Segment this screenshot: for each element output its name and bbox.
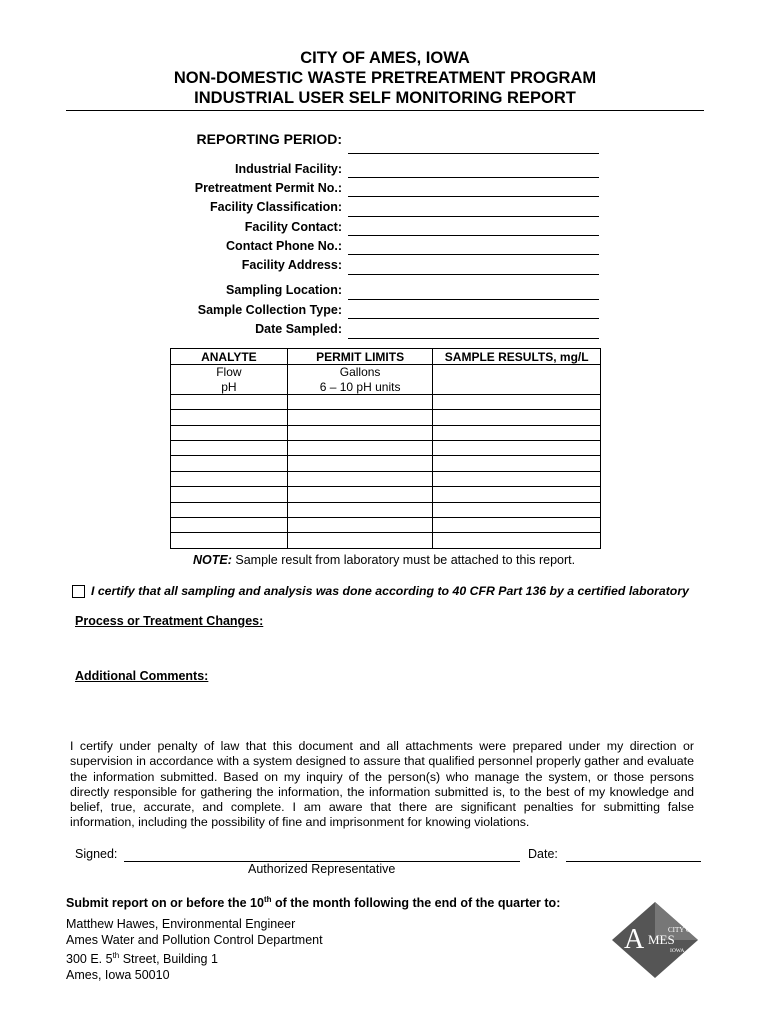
address-line-3-end: Street, Building 1 [119,952,218,967]
table-cell-input[interactable] [287,425,433,440]
table-cell-input[interactable] [171,533,288,548]
table-cell-input[interactable] [433,533,601,548]
table-cell-input[interactable] [287,440,433,455]
address-line-4: Ames, Iowa 50010 [66,967,170,982]
logo-a-text: A [624,924,645,955]
table-cell-input[interactable] [171,410,288,425]
contact-phone-label: Contact Phone No.: [226,239,342,253]
certification-statement: I certify under penalty of law that this document and all attachments were prepared under my direction or supervision in accordance with a system designed to assure that qualified personnel properly gather and evaluate the information submitted. Based on my inquiry of the person(s) who manage the system, or those persons directly responsible for gathering the information, the information submitted is, to the best of my knowledge and belief, true, accurate, and complete. I am aware that there are significant penalties for submitting false information, including the possibility of fine and imprisonment for knowing violations. [70,739,694,830]
industrial-facility-label: Industrial Facility: [235,162,342,176]
facility-classification-field[interactable] [348,216,599,217]
table-cell-input[interactable] [171,517,288,532]
table-cell-input[interactable] [433,394,601,409]
table-cell: 6 – 10 pH units [287,379,433,394]
note-text: Sample result from laboratory must be attached to this report. [231,553,576,567]
facility-contact-label: Facility Contact: [244,220,342,234]
table-cell-input[interactable] [287,394,433,409]
header-city: CITY OF AMES, IOWA [300,49,470,67]
facility-address-field[interactable] [348,274,599,275]
authorized-representative-label: Authorized Representative [248,862,396,876]
facility-address-label: Facility Address: [241,258,342,272]
date-field[interactable] [566,861,701,862]
sampling-location-field[interactable] [348,299,599,300]
table-cell-input[interactable] [433,487,601,502]
facility-contact-field[interactable] [348,235,599,236]
table-cell: Flow [171,365,288,380]
table-cell-input[interactable] [287,410,433,425]
reporting-period-field[interactable] [348,153,599,154]
sampling-location-label: Sampling Location: [226,283,342,297]
column-header-sample-results: SAMPLE RESULTS, mg/L [433,349,601,365]
logo-city-of-text: CITY OF [668,926,695,934]
date-sampled-label: Date Sampled: [255,322,342,336]
logo-mes-text: MES [648,932,675,947]
table-cell-input[interactable] [287,487,433,502]
column-header-permit-limits: PERMIT LIMITS [287,349,433,365]
date-sampled-field[interactable] [348,338,599,339]
submit-text-superscript: th [263,895,272,904]
table-cell-input[interactable] [433,410,601,425]
table-cell-input[interactable] [433,456,601,471]
date-label: Date: [528,847,558,861]
reporting-period-label: REPORTING PERIOD: [196,131,342,147]
table-cell-input[interactable] [287,502,433,517]
table-cell-input[interactable] [171,487,288,502]
table-note [193,553,575,567]
logo-iowa-text: IOWA [670,948,685,954]
address-line-3-start: 300 E. 5 [66,952,113,967]
address-line-3 [66,948,323,968]
page-title: INDUSTRIAL USER SELF MONITORING REPORT [194,89,576,107]
contact-phone-field[interactable] [348,254,599,255]
address-line-3-superscript: th [112,951,120,961]
mailing-address [66,917,323,984]
note-label: NOTE: [193,553,232,567]
permit-number-label: Pretreatment Permit No.: [194,181,342,195]
header-divider [66,110,704,111]
facility-classification-label: Facility Classification: [210,200,342,214]
table-cell-input[interactable] [171,425,288,440]
table-cell-input[interactable] [171,502,288,517]
address-line-1: Matthew Hawes, Environmental Engineer [66,917,296,931]
table-cell-input[interactable] [171,471,288,486]
table-cell-input[interactable] [287,471,433,486]
certify-checkbox[interactable] [72,585,85,598]
additional-comments-heading: Additional Comments: [75,669,209,683]
process-changes-heading: Process or Treatment Changes: [75,614,264,628]
table-cell-input[interactable] [433,440,601,455]
table-cell-input[interactable] [433,425,601,440]
table-cell-input[interactable] [287,533,433,548]
submit-instructions [66,895,560,910]
sample-collection-type-field[interactable] [348,318,599,319]
table-cell-input[interactable] [433,379,601,394]
table-cell-input[interactable] [433,502,601,517]
certify-checkbox-label: I certify that all sampling and analysis was done according to 40 CFR Part 136 by a certified laboratory [91,584,689,598]
submit-text-start: Submit report on or before the 10 [66,896,264,911]
header-program: NON-DOMESTIC WASTE PRETREATMENT PROGRAM [173,69,597,87]
signed-label: Signed: [75,847,118,861]
table-cell-input[interactable] [171,456,288,471]
column-header-analyte: ANALYTE [171,349,288,365]
table-cell: pH [171,379,288,394]
table-cell-input[interactable] [433,471,601,486]
table-cell-input[interactable] [171,440,288,455]
table-cell-input[interactable] [287,517,433,532]
analyte-table [170,348,601,549]
address-line-2: Ames Water and Pollution Control Department [66,932,323,947]
table-cell: Gallons [287,365,433,380]
table-cell-input[interactable] [433,365,601,380]
industrial-facility-field[interactable] [348,177,599,178]
sample-collection-type-label: Sample Collection Type: [197,303,342,317]
table-cell-input[interactable] [171,394,288,409]
table-cell-input[interactable] [433,517,601,532]
submit-text-end: of the month following the end of the quarter to: [271,896,561,911]
city-of-ames-logo [610,900,700,980]
permit-number-field[interactable] [348,196,599,197]
table-cell-input[interactable] [287,456,433,471]
